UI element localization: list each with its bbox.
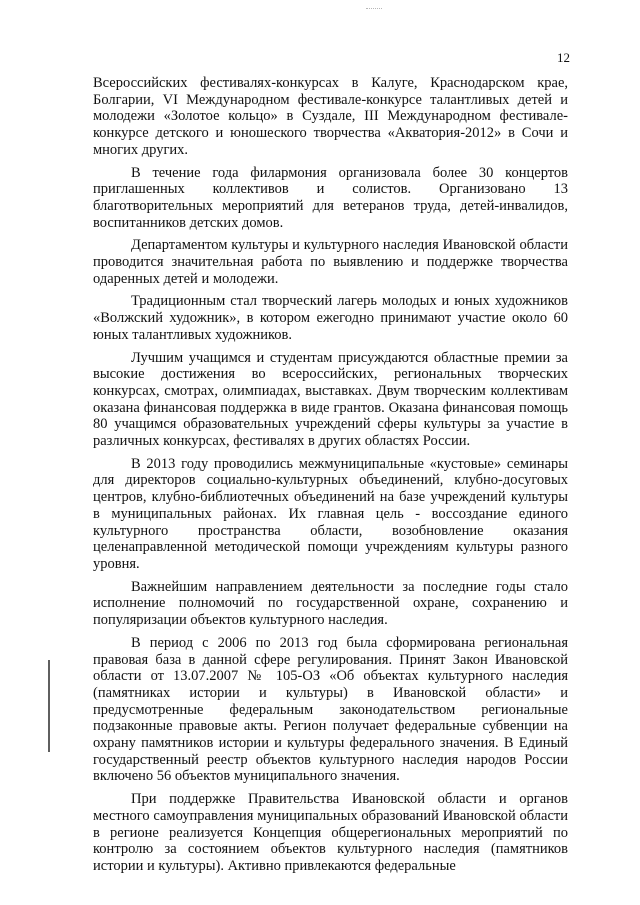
paragraph-concept: При поддержке Правительства Ивановской области и органов местного самоуправления муниципальных образований Ивановской области в регионе реализуется Концепция общерегиональных мероприятий по контролю за состоянием объектов культурного наследия (памятников истории и культуры). Активно привлекаются федеральные <box>93 791 568 874</box>
margin-scan-line <box>48 660 50 752</box>
paragraph-festivals: Всероссийских фестивалях-конкурсах в Калуге, Краснодарском крае, Болгарии, VI Международном фестивале-конкурсе талантливых детей и молодежи «Золотое кольцо» в Суздале, III Международном фестивале-конкурсе детского и юношеского творчества «Акватория-2012» в Сочи и многих других. <box>93 75 568 158</box>
paragraph-philharmonic: В течение года филармония организовала более 30 концертов приглашенных коллективов и солистов. Организовано 13 благотворительных мероприятий для ветеранов труда, детей-инвалидов, воспитанников детских домов. <box>93 164 568 231</box>
document-body <box>93 75 568 881</box>
paragraph-seminars: В 2013 году проводились межмуниципальные «кустовые» семинары для директоров социально-культурных объединений, клубно-досуговых центров, клубно-библиотечных объединений на базе учреждений культуры в муниципальных районах. Их главная цель - воссоздание единого культурного пространства области, возобновление оказания целенаправленной методической помощи учреждениям культуры разного уровня. <box>93 455 568 572</box>
paragraph-department-support: Департаментом культуры и культурного наследия Ивановской области проводится значительная работа по выявлению и поддержке творчества одаренных детей и молодежи. <box>93 237 568 287</box>
page-number: 12 <box>557 50 570 65</box>
paragraph-awards: Лучшим учащимся и студентам присуждаются областные премии за высокие достижения во всероссийских, региональных творческих конкурсах, смотрах, олимпиадах, выставках. Двум творческим коллективам оказана финансовая поддержка в виде грантов. Оказана финансовая помощь 80 учащимся образовательных учреждений сферы культуры за участие в различных конкурсах, фестивалях в других областях России. <box>93 349 568 450</box>
paragraph-heritage-direction: Важнейшим направлением деятельности за последние годы стало исполнение полномочий по государственной охране, сохранению и популяризации объектов культурного наследия. <box>93 578 568 629</box>
paragraph-legal-base: В период с 2006 по 2013 год была сформирована региональная правовая база в данной сфере регулирования. Принят Закон Ивановской области от 13.07.2007 № 105-ОЗ «Об объектах культурного наследия (памятниках истории и культуры) в Ивановской области» и предусмотренные федеральным законодательством региональные подзаконные правовые акты. Регион получает федеральные субвенции на охрану памятников истории и культуры федерального значения. В Единый государственный реестр объектов культурного наследия народов России включено 56 объектов муниципального значения. <box>93 634 568 785</box>
paragraph-art-camp: Традиционным стал творческий лагерь молодых и юных художников «Волжский художник», в котором ежегодно принимают участие около 60 юных талантливых художников. <box>93 293 568 343</box>
scan-artifact-dots <box>366 8 382 11</box>
